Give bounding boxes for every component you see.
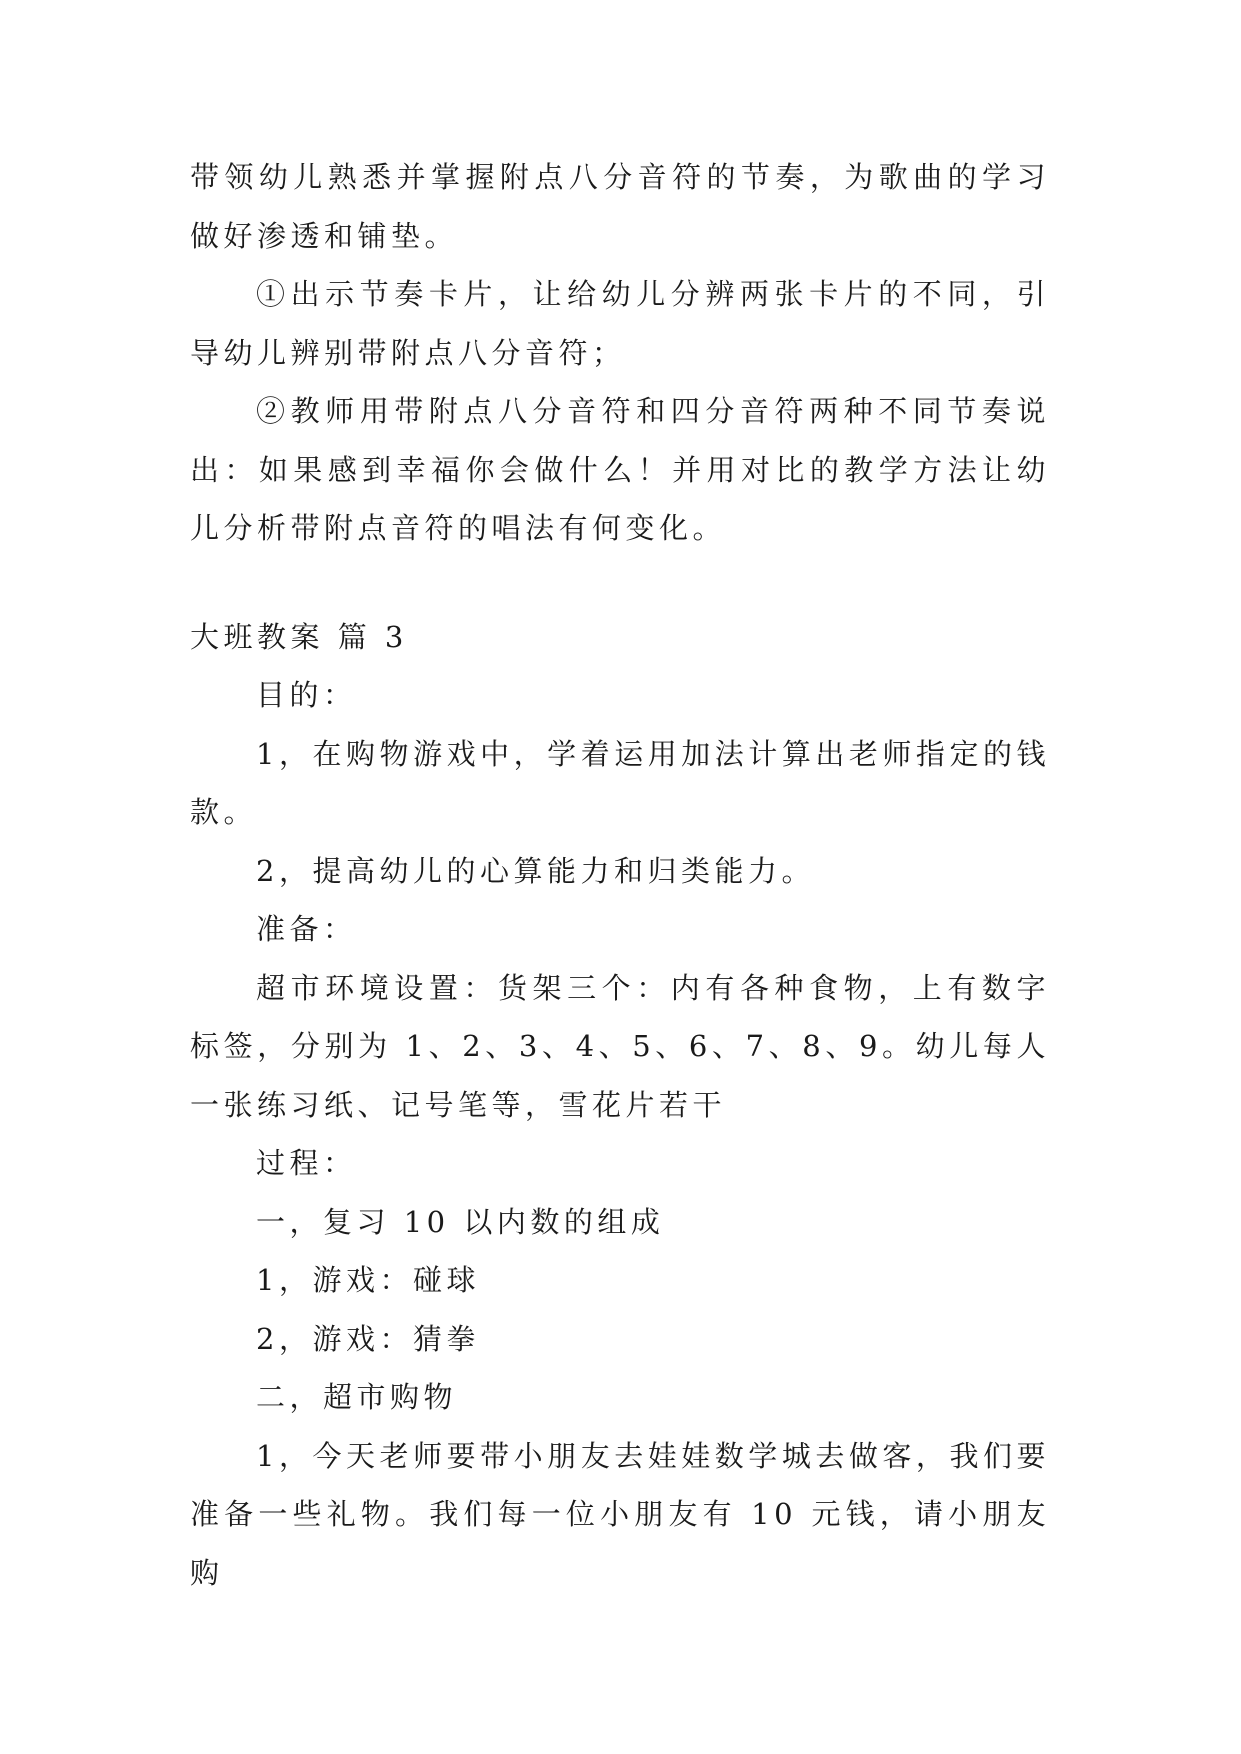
paragraph-prep-detail: 超市环境设置：货架三个：内有各种食物，上有数字标签，分别为 1、2、3、4、5、6、7、8、9。幼儿每人一张练习纸、记号笔等，雪花片若干 xyxy=(190,970,1050,1122)
paragraph-process-label: 过程： xyxy=(256,1146,357,1180)
paragraph-step-1: ①出示节奏卡片，让给幼儿分辨两张卡片的不同，引导幼儿辨别带附点八分音符； xyxy=(190,277,1050,370)
paragraph-goal-label: 目的： xyxy=(256,678,357,712)
paragraph-prep-label: 准备： xyxy=(256,912,357,946)
paragraph-game-2: 2，游戏：猜拳 xyxy=(256,1321,480,1356)
paragraph-game-1: 1，游戏：碰球 xyxy=(256,1263,480,1297)
document-page xyxy=(190,148,1050,1602)
section-spacer xyxy=(190,558,1050,608)
paragraph-shopping-1: 1，今天老师要带小朋友去娃娃数学城去做客，我们要准备一些礼物。我们每一位小朋友有 10 元钱，请小朋友购 xyxy=(190,1438,1050,1590)
paragraph-process-part-2: 二，超市购物 xyxy=(256,1380,458,1414)
section-heading: 大班教案 篇 3 xyxy=(190,619,408,654)
paragraph-goal-1: 1，在购物游戏中，学着运用加法计算出老师指定的钱款。 xyxy=(190,736,1050,829)
paragraph-continuation: 带领幼儿熟悉并掌握附点八分音符的节奏，为歌曲的学习做好渗透和铺垫。 xyxy=(190,160,1050,253)
paragraph-process-part-1: 一，复习 10 以内数的组成 xyxy=(256,1204,665,1239)
paragraph-goal-2: 2，提高幼儿的心算能力和归类能力。 xyxy=(256,853,815,888)
paragraph-step-2: ②教师用带附点八分音符和四分音符两种不同节奏说出：如果感到幸福你会做什么！并用对比的教学方法让幼儿分析带附点音符的唱法有何变化。 xyxy=(190,394,1050,545)
